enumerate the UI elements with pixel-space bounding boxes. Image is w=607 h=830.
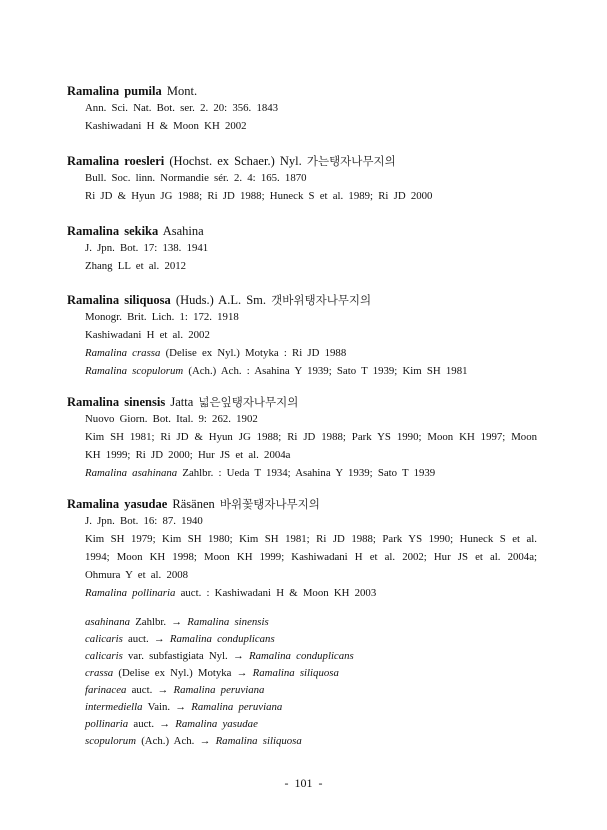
species-epithet: siliquosa — [124, 293, 171, 307]
citation-text: Kashiwadani H & Moon KH 2002 — [85, 120, 247, 132]
citation-text: Bull. Soc. linn. Normandie sér. 2. 4: 165. 1870 — [85, 172, 307, 184]
arrow-icon: → — [175, 701, 187, 713]
cross-reference — [85, 614, 525, 631]
epithet-name: calicaris — [85, 633, 123, 645]
accepted-name: Ramalina siliquosa — [252, 667, 339, 679]
arrow-icon: → — [199, 735, 211, 747]
species-epithet: sekika — [124, 224, 159, 238]
reference-line — [67, 428, 537, 464]
korean-common-name: 바위꽃탱자나무지의 — [219, 497, 320, 511]
species-author: Jatta — [170, 395, 194, 409]
arrow-icon: → — [159, 718, 171, 730]
species-epithet: sinensis — [124, 395, 166, 409]
author-name: Zahlbr. — [135, 616, 167, 628]
author-name: auct. — [133, 718, 155, 730]
cross-reference — [85, 716, 525, 733]
species-entry — [67, 83, 537, 135]
species-heading — [67, 496, 537, 512]
synonym-line — [67, 584, 537, 602]
species-entry — [67, 223, 537, 275]
species-heading — [67, 153, 537, 169]
synonym-line — [67, 464, 537, 482]
cross-reference — [85, 699, 525, 716]
reference-line — [67, 308, 537, 326]
genus-name: Ramalina — [67, 293, 120, 307]
author-name: (Delise ex Nyl.) Motyka — [118, 667, 232, 679]
citation-text: Monogr. Brit. Lich. 1: 172. 1918 — [85, 311, 239, 323]
epithet-name: crassa — [85, 667, 114, 679]
accepted-name: Ramalina conduplicans — [248, 650, 354, 662]
cross-reference — [85, 682, 525, 699]
species-epithet: yasudae — [124, 497, 168, 511]
author-name: Vain. — [147, 701, 171, 713]
species-author: Räsänen — [172, 497, 215, 511]
epithet-name: calicaris — [85, 650, 123, 662]
synonym-name: Ramalina crassa — [85, 347, 161, 359]
citation-text: Ri JD & Hyun JG 1988; Ri JD 1988; Huneck S et al. 1989; Ri JD 2000 — [85, 190, 433, 202]
genus-name: Ramalina — [67, 224, 120, 238]
citation-text: Zhang LL et al. 2012 — [85, 260, 187, 272]
reference-line — [67, 239, 537, 257]
reference-line — [67, 257, 537, 275]
citation-text: Kashiwadani H et al. 2002 — [85, 329, 210, 341]
korean-common-name: 넓은잎탱자나무지의 — [198, 395, 299, 409]
reference-line — [67, 512, 537, 530]
reference-line — [67, 410, 537, 428]
accepted-name: Ramalina siliquosa — [215, 735, 302, 747]
reference-line — [67, 530, 537, 584]
epithet-name: scopulorum — [85, 735, 136, 747]
author-name: var. subfastigiata Nyl. — [128, 650, 228, 662]
synonym-citation: (Delise ex Nyl.) Motyka : Ri JD 1988 — [160, 347, 347, 359]
citation-text: J. Jpn. Bot. 16: 87. 1940 — [85, 515, 203, 527]
reference-line — [67, 99, 537, 117]
accepted-name: Ramalina peruviana — [191, 701, 283, 713]
species-heading — [67, 83, 537, 99]
genus-name: Ramalina — [67, 395, 120, 409]
accepted-name: Ramalina yasudae — [175, 718, 258, 730]
author-name: (Ach.) Ach. — [141, 735, 195, 747]
species-entry — [67, 292, 537, 380]
species-author: (Huds.) A.L. Sm. — [175, 293, 267, 307]
author-name: auct. — [128, 633, 149, 645]
species-entry — [67, 153, 537, 205]
accepted-name: Ramalina conduplicans — [169, 633, 275, 645]
arrow-icon: → — [171, 616, 183, 628]
genus-name: Ramalina — [67, 497, 120, 511]
synonym-name: Ramalina scopulorum — [85, 365, 184, 377]
species-author: Asahina — [162, 224, 204, 238]
species-entry — [67, 394, 537, 482]
epithet-name: asahinana — [85, 616, 130, 628]
cross-reference — [85, 665, 525, 682]
species-epithet: roesleri — [124, 154, 165, 168]
cross-reference — [85, 631, 525, 648]
species-entry — [67, 496, 537, 602]
synonym-line — [67, 344, 537, 362]
page-number: - 101 - — [284, 776, 323, 790]
accepted-name: Ramalina peruviana — [173, 684, 265, 696]
citation-text: Nuovo Giorn. Bot. Ital. 9: 262. 1902 — [85, 413, 258, 425]
synonym-citation: (Ach.) Ach. : Asahina Y 1939; Sato T 1939; Kim SH 1981 — [183, 365, 468, 377]
citation-text: Kim SH 1981; Ri JD & Hyun JG 1988; Ri JD 1988; Park YS 1990; Moon KH 1997; Moon KH 1999; Ri JD 2000; Hur JS et al. 2004a — [85, 431, 537, 461]
synonym-citation: auct. : Kashiwadani H & Moon KH 2003 — [175, 587, 377, 599]
genus-name: Ramalina — [67, 84, 120, 98]
reference-line — [67, 187, 537, 205]
epithet-name: pollinaria — [85, 718, 129, 730]
reference-line — [67, 117, 537, 135]
genus-name: Ramalina — [67, 154, 120, 168]
korean-common-name: 갯바위탱자나무지의 — [271, 293, 372, 307]
cross-reference — [85, 733, 525, 750]
synonym-name: Ramalina pollinaria — [85, 587, 176, 599]
arrow-icon: → — [157, 684, 169, 696]
citation-text: Ann. Sci. Nat. Bot. ser. 2. 20: 356. 1843 — [85, 102, 279, 114]
synonym-line — [67, 362, 537, 380]
author-name: auct. — [131, 684, 153, 696]
synonym-citation: Zahlbr. : Ueda T 1934; Asahina Y 1939; Sato T 1939 — [177, 467, 436, 479]
citation-text: J. Jpn. Bot. 17: 138. 1941 — [85, 242, 209, 254]
species-heading — [67, 292, 537, 308]
epithet-name: intermediella — [85, 701, 143, 713]
species-author: Mont. — [166, 84, 198, 98]
species-author: (Hochst. ex Schaer.) Nyl. — [169, 154, 302, 168]
epithet-name: farinacea — [85, 684, 127, 696]
accepted-name: Ramalina sinensis — [187, 616, 269, 628]
arrow-icon: → — [153, 633, 165, 645]
synonym-name: Ramalina asahinana — [85, 467, 178, 479]
korean-common-name: 가는탱자나무지의 — [306, 154, 396, 168]
cross-reference — [85, 648, 525, 665]
species-heading — [67, 394, 537, 410]
arrow-icon: → — [232, 650, 244, 662]
cross-reference-list — [85, 614, 525, 750]
species-heading — [67, 223, 537, 239]
species-epithet: pumila — [124, 84, 162, 98]
arrow-icon: → — [236, 667, 248, 679]
reference-line — [67, 326, 537, 344]
citation-text: Kim SH 1979; Kim SH 1980; Kim SH 1981; Ri JD 1988; Park YS 1990; Huneck S et al. 1994; Moon KH 1998; Moon KH 1999; Kashiwadani H et al. 2002; Hur JS et al. 2004a; Ohmura Y et al. 2008 — [85, 533, 537, 581]
reference-line — [67, 169, 537, 187]
